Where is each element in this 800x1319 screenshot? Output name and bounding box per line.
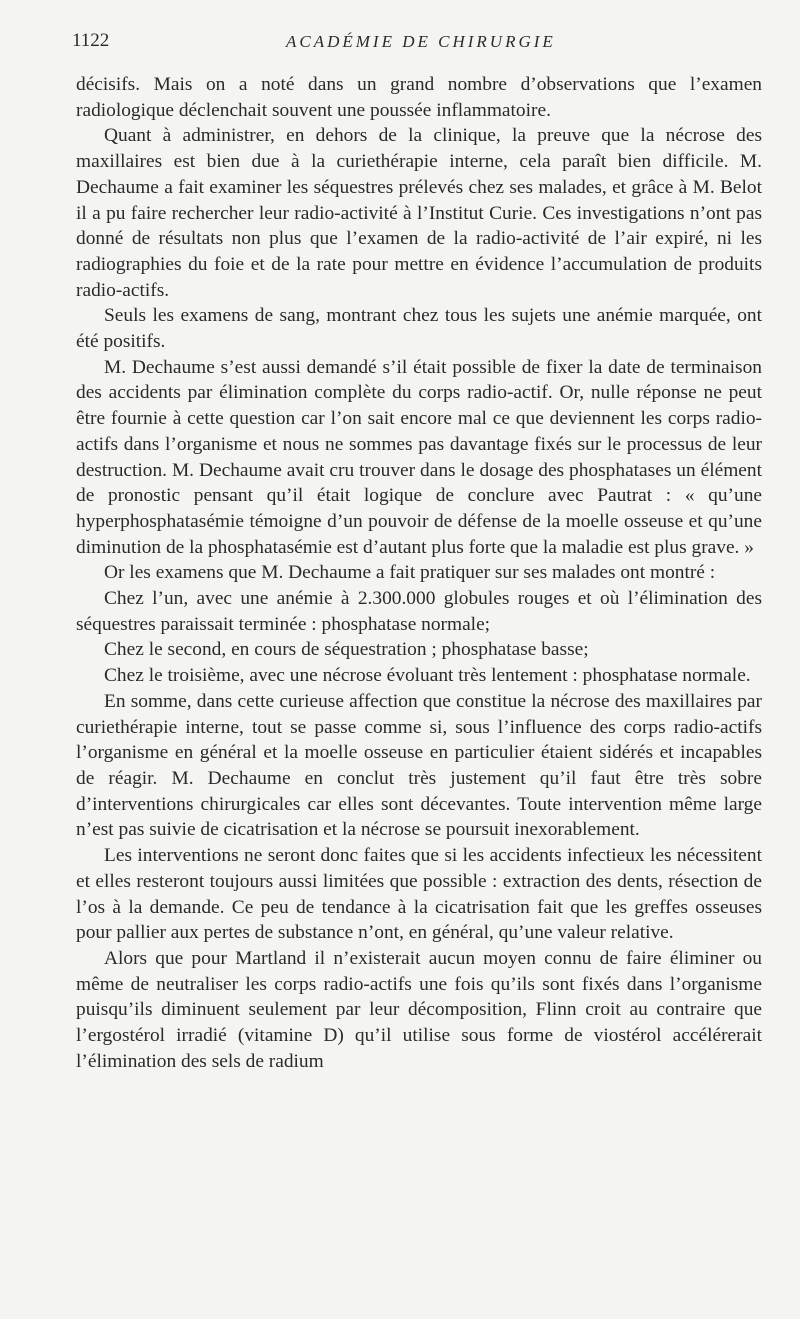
paragraph: Chez l’un, avec une anémie à 2.300.000 globules rouges et où l’élimination des séquestres paraissait terminée : phosphatase normale; <box>76 588 762 635</box>
paragraph: En somme, dans cette curieuse affection que constitue la nécrose des maxillaires par curiethérapie interne, tout se passe comme si, sous l’influence des corps radio-actifs l’organisme en général et la moelle osseuse en particulier étaient sidérés et incapables de réagir. M. Dechaume en conclut très justement qu’il faut être très sobre d’interventions chirurgicales car elles sont décevantes. Toute intervention même large n’est pas suivie de cicatrisation et la nécrose se poursuit inexorablement. <box>76 690 762 841</box>
body-text <box>76 72 762 1074</box>
paragraph: Quant à administrer, en dehors de la clinique, la preuve que la nécrose des maxillaires est bien due à la curiethérapie interne, cela paraît bien difficile. M. Dechaume a fait examiner les séquestres prélevés chez ses malades, et grâce à M. Belot il a pu faire rechercher leur radio-activité à l’Institut Curie. Ces investigations n’ont pas donné de résultats non plus que l’examen de la radio-activité de l’air expiré, ni les radiographies du foie et de la rate pour mettre en évidence l’accumulation de produits radio-actifs. <box>76 125 762 301</box>
paragraph: Alors que pour Martland il n’existerait aucun moyen connu de faire éliminer ou même de neutraliser les corps radio-actifs une fois qu’ils sont fixés dans l’organisme puisqu’ils diminuent seulement par leur décomposition, Flinn croit au contraire que l’ergostérol irradié (vitamine D) qu’il utilise sous forme de viostérol accélérerait l’élimination des sels de radium <box>76 947 762 1072</box>
paragraph: Chez le troisième, avec une nécrose évoluant très lentement : phosphatase normale. <box>104 665 751 687</box>
running-title: ACADÉMIE DE CHIRURGIE <box>286 32 556 51</box>
page-header <box>72 28 762 58</box>
paragraph: Or les examens que M. Dechaume a fait pratiquer sur ses malades ont montré : <box>104 562 716 584</box>
paragraph: Chez le second, en cours de séquestration ; phosphatase basse; <box>104 639 589 661</box>
paragraph: Seuls les examens de sang, montrant chez tous les sujets une anémie marquée, ont été positifs. <box>76 305 762 353</box>
page-number: 1122 <box>72 30 110 51</box>
paragraph: Les interventions ne seront donc faites que si les accidents infectieux les nécessitent et elles resteront toujours aussi limitées que possible : extraction des dents, résection de l’os à la demande. Ce peu de tendance à la cicatrisation fait que les greffes osseuses pour pallier aux pertes de substance n’ont, en général, qu’une valeur relative. <box>76 845 762 944</box>
paragraph: M. Dechaume s’est aussi demandé s’il était possible de fixer la date de terminaison des accidents par élimination complète du corps radio-actif. Or, nulle réponse ne peut être fournie à cette question car l’on sait encore mal ce que deviennent les corps radio-actifs dans l’organisme et nous ne sommes pas davantage fixés sur le processus de leur destruction. M. Dechaume avait cru trouver dans le dosage des phosphatases un élément de pronostic pensant qu’il était logique de conclure avec Pautrat : « qu’une hyperphosphatasémie témoigne d’un pouvoir de défense de la moelle osseuse et qu’une diminution de la phosphatasémie est d’autant plus forte que la maladie est plus grave. » <box>76 356 762 558</box>
paragraph: décisifs. Mais on a noté dans un grand nombre d’observations que l’examen radiologique déclenchait souvent une poussée inflammatoire. <box>76 74 762 121</box>
